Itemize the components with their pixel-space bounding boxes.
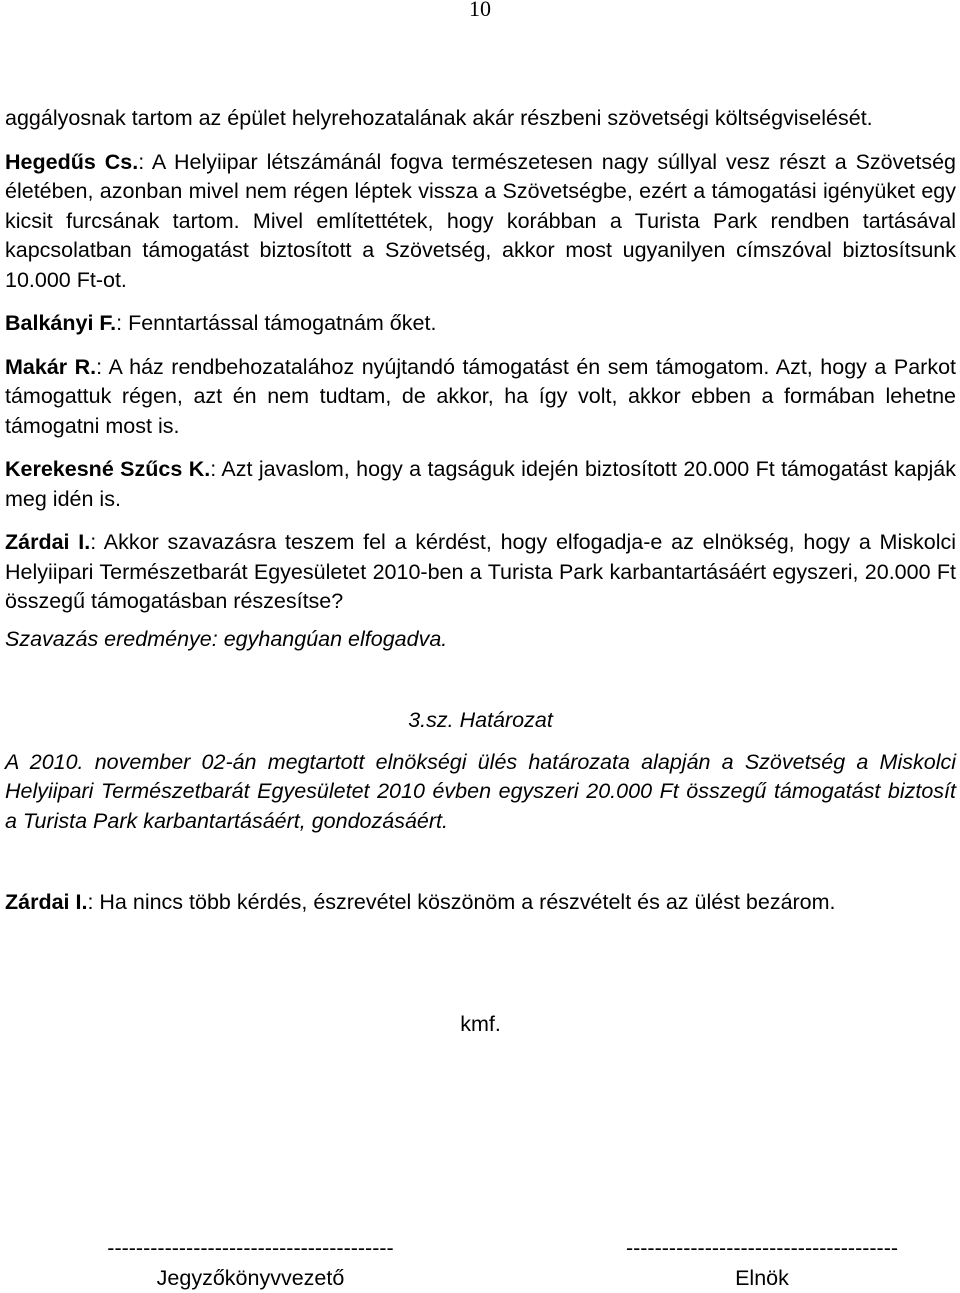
minutes-body	[5, 104, 956, 1053]
page-number: 10	[469, 0, 491, 21]
signature-block	[0, 1233, 960, 1291]
paragraph-makar	[5, 353, 956, 442]
speaker-name: Kerekesné Szűcs K.	[5, 457, 211, 481]
vote-result: Szavazás eredménye: egyhangúan elfogadva.	[5, 626, 448, 651]
speaker-name: Makár R.	[5, 354, 97, 379]
paragraph-balkanyi	[5, 309, 956, 339]
signature-label: Jegyzőkönyvvezető	[156, 1266, 345, 1290]
signature-line: --------------------------------------	[625, 1236, 899, 1260]
speaker-name: Hegedűs Cs.	[5, 149, 139, 174]
resolution-title: 3.sz. Határozat	[408, 708, 553, 732]
signature-line: ----------------------------------------	[107, 1236, 394, 1260]
paragraph-kerekesne	[5, 455, 956, 514]
kmf-mark: kmf.	[460, 1011, 501, 1036]
signature-label: Elnök	[735, 1266, 789, 1290]
paragraph-closing	[5, 888, 956, 918]
resolution-text: A 2010. november 02-án megtartott elnökségi ülés határozata alapján a Szövetség a Miskolci Helyiipari Természetbarát Egyesületet 2010 évben egyszeri 20.000 Ft összegű támogatást biztosít a Turista Park karbantartásáért, gondozásáért.	[5, 749, 956, 833]
paragraph-text: : A Helyiipar létszámánál fogva természetesen nagy súllyal vesz részt a Szövetség életében, azonban mivel nem régen léptek vissza a Szövetségbe, ezért a támogatási igényüket egy kicsit furcsának tartom. Mivel említettétek, hogy korábban a Turista Park rendben tartásával kapcsolatban támogatást biztosított a Szövetség, akkor most ugyanilyen címszóval biztosítsunk 10.000 Ft-ot.	[5, 149, 956, 292]
speaker-name: Balkányi F.	[5, 311, 117, 335]
paragraph-text: : Ha nincs több kérdés, észrevétel köszönöm a részvételt és az ülést bezárom.	[87, 890, 836, 914]
paragraph-intro	[5, 104, 956, 134]
paragraph-text: : Fenntartással támogatnám őket.	[116, 311, 437, 335]
signature-chair	[597, 1233, 927, 1293]
speaker-name: Zárdai I.	[5, 530, 91, 554]
paragraph-text: aggályosnak tartom az épület helyrehozatalának akár részbeni szövetségi költségviselését.	[5, 106, 873, 130]
paragraph-text: : Akkor szavazásra teszem fel a kérdést, hogy elfogadja-e az elnökség, hogy a Miskolci Helyiipari Természetbarát Egyesületet 2010-ben a Turista Park karbantartásáért egyszeri, 20.000 Ft összegű támogatásban részesítse?	[5, 530, 956, 613]
paragraph-text: : Azt javaslom, hogy a tagságuk idején biztosított 20.000 Ft támogatást kapják meg idén is.	[5, 457, 957, 511]
paragraph-hegedus	[5, 148, 956, 296]
speaker-name: Zárdai I.	[5, 890, 88, 914]
signature-recorder	[78, 1233, 423, 1293]
paragraph-text: : A ház rendbehozatalához nyújtandó támogatást én sem támogatom. Azt, hogy a Parkot támogattuk régen, azt én nem tudtam, de akkor, ha így volt, akkor ebben a formában lehetne támogatni most is.	[5, 354, 957, 438]
paragraph-zardai-vote	[5, 528, 956, 617]
